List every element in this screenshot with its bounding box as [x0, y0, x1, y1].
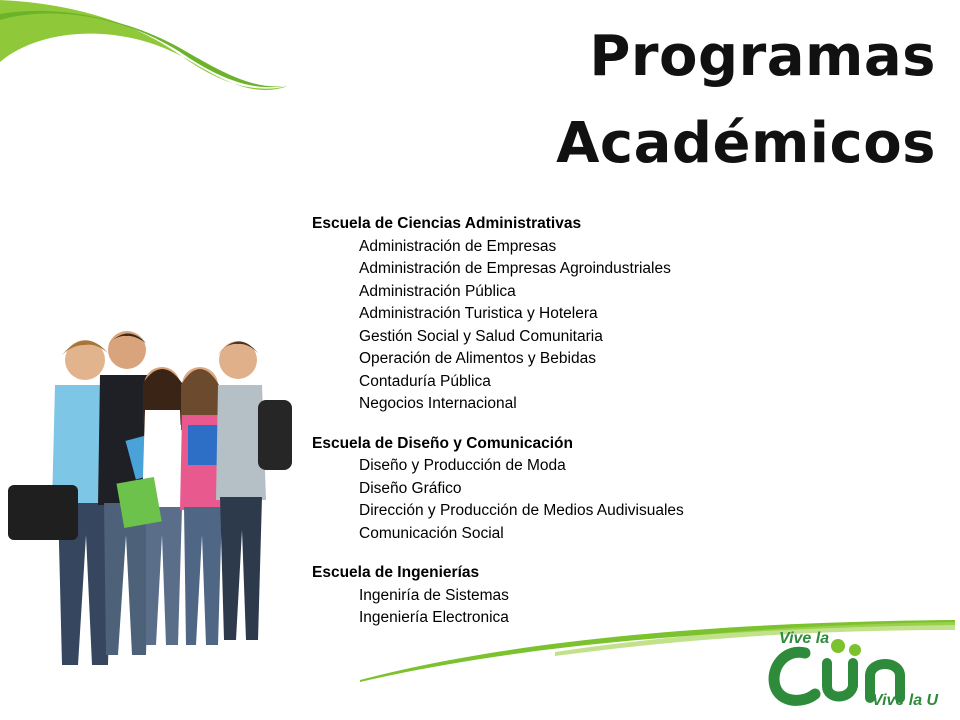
school-heading: Escuela de Ciencias Administrativas — [312, 215, 582, 232]
logo-tagline-bottom: Vive la U — [872, 692, 939, 709]
program-item: Diseño y Producción de Moda — [359, 457, 566, 474]
program-item: Ingeniría de Sistemas — [359, 586, 509, 604]
program-item: Dirección y Producción de Medios Audivisuales — [359, 502, 684, 519]
program-item: Ingeniería Electronica — [359, 609, 509, 626]
title-line-2: Académicos — [556, 110, 936, 176]
school-section — [312, 213, 872, 416]
school-heading: Escuela de Diseño y Comunicación — [312, 434, 573, 452]
program-item: Comunicación Social — [359, 524, 504, 542]
page-title — [416, 14, 936, 188]
program-item: Administración de Empresas — [359, 237, 557, 255]
program-list — [359, 455, 872, 545]
program-item: Contaduría Pública — [359, 372, 491, 390]
logo-tagline-top: Vive la — [779, 630, 830, 647]
program-item: Administración Turistica y Hotelera — [359, 305, 598, 322]
program-item: Administración Pública — [359, 282, 516, 300]
academic-programs-list — [312, 213, 872, 647]
students-group-photo — [0, 235, 310, 720]
green-swoosh-decoration — [0, 0, 300, 110]
title-line-1: Programas — [589, 24, 936, 89]
program-item: Negocios Internacional — [359, 395, 517, 412]
program-item: Gestión Social y Salud Comunitaria — [359, 327, 603, 345]
program-item: Diseño Gráfico — [359, 479, 462, 497]
school-section — [312, 433, 872, 546]
program-item: Operación de Alimentos y Bebidas — [359, 350, 596, 367]
program-item: Administración de Empresas Agroindustriales — [359, 260, 671, 277]
program-list — [359, 236, 872, 416]
school-heading: Escuela de Ingenierías — [312, 564, 480, 581]
